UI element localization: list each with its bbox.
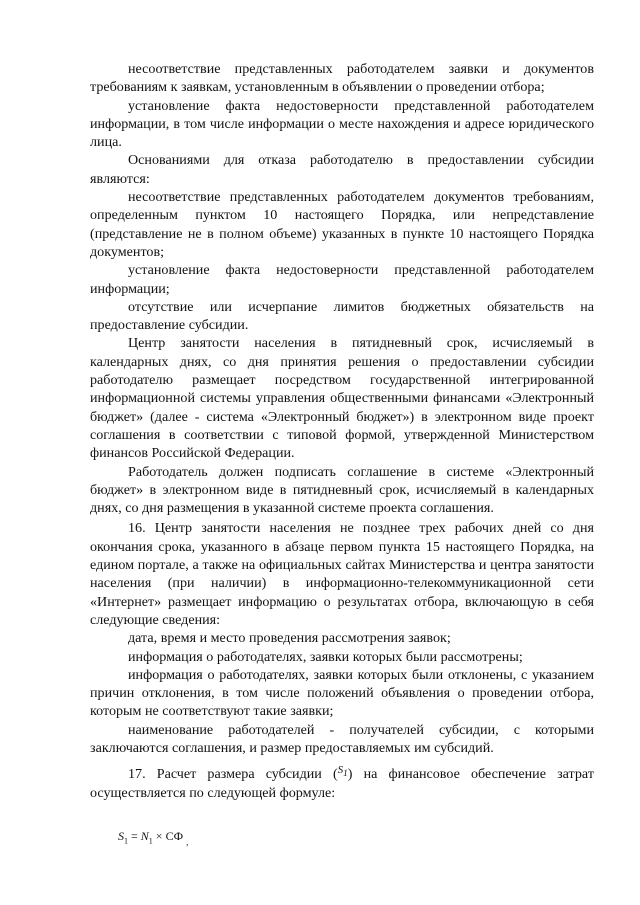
paragraph-17-start: 17. Расчет размера субсидии ( bbox=[128, 766, 338, 783]
paragraph-2: установление факта недостоверности представленной работодателем информации, в том числе информации о месте нахождения и адресе юридического лица. bbox=[90, 97, 594, 151]
paragraph-4: несоответствие представленных работодателем документов требованиям, определенным пунктом 10 настоящего Порядка, или непредставление (представление не в полном объеме) указанных в пункте 10 настоящего Порядка документов; bbox=[90, 189, 594, 260]
paragraph-12: информация о работодателях, заявки которых были отклонены, с указанием причин отклонения, в том числе положений объявления о проведении отбора, которым не соответствуют такие заявки; bbox=[90, 666, 594, 720]
paragraph-10: дата, время и место проведения рассмотрения заявок; bbox=[128, 630, 451, 647]
paragraph-13: наименование работодателей - получателей субсидии, с которыми заключаются соглашения, и размер предоставляемых им субсидий. bbox=[90, 721, 594, 756]
paragraph-11: информация о работодателях, заявки которых были рассмотрены; bbox=[128, 648, 523, 665]
document-body bbox=[90, 60, 594, 850]
paragraph-6: отсутствие или исчерпание лимитов бюджетных обязательств на предоставление субсидии. bbox=[90, 298, 594, 334]
paragraph-1: несоответствие представленных работодателем заявки и документов требованиям к заявкам, установленным в объявлении о проведении отбора; bbox=[90, 61, 594, 96]
paragraph-9: 16. Центр занятости населения не позднее трех рабочих дней со дня окончания срока, указанного в абзаце первом пункта 15 настоящего Порядка, на едином портале, а также на официальных сайтах Министерства и центра занятости населения (при наличии) в информационно-телекоммуникационной сети «Интернет» размещает информацию о результатах отбора, включающую в себя следующие сведения: bbox=[90, 520, 594, 628]
paragraph-5: установление факта недостоверности представленной работодателем информации; bbox=[90, 262, 594, 297]
subsidy-formula: $S_1 = N_1$ × СФ $_,$ bbox=[118, 828, 189, 847]
paragraph-7: Центр занятости населения в пятидневный срок, исчисляемый в календарных днях, со дня принятия решения о предоставлении субсидии работодателю размещает посредством государственной интегрированной информационной системы управления общественными финансами «Электронный бюджет» (далее - система «Электронный бюджет») в электронном виде проект соглашения в соответствии с типовой формой, утвержденной Министерством финансов Российской Федерации. bbox=[90, 335, 594, 462]
paragraph-17 bbox=[90, 761, 594, 802]
paragraph-3: Основаниями для отказа работодателю в предоставлении субсидии являются: bbox=[90, 152, 594, 187]
paragraph-8: Работодатель должен подписать соглашение в системе «Электронный бюджет» в электронном виде в пятидневный срок, исчисляемый в календарных днях, со дня размещения в указанной системе проекта соглашения. bbox=[90, 463, 594, 517]
subsidy-symbol: S1 bbox=[337, 764, 348, 779]
paragraph-17-end: ) на финансовое обеспечение затрат осуществляется по следующей формуле: bbox=[90, 766, 594, 801]
